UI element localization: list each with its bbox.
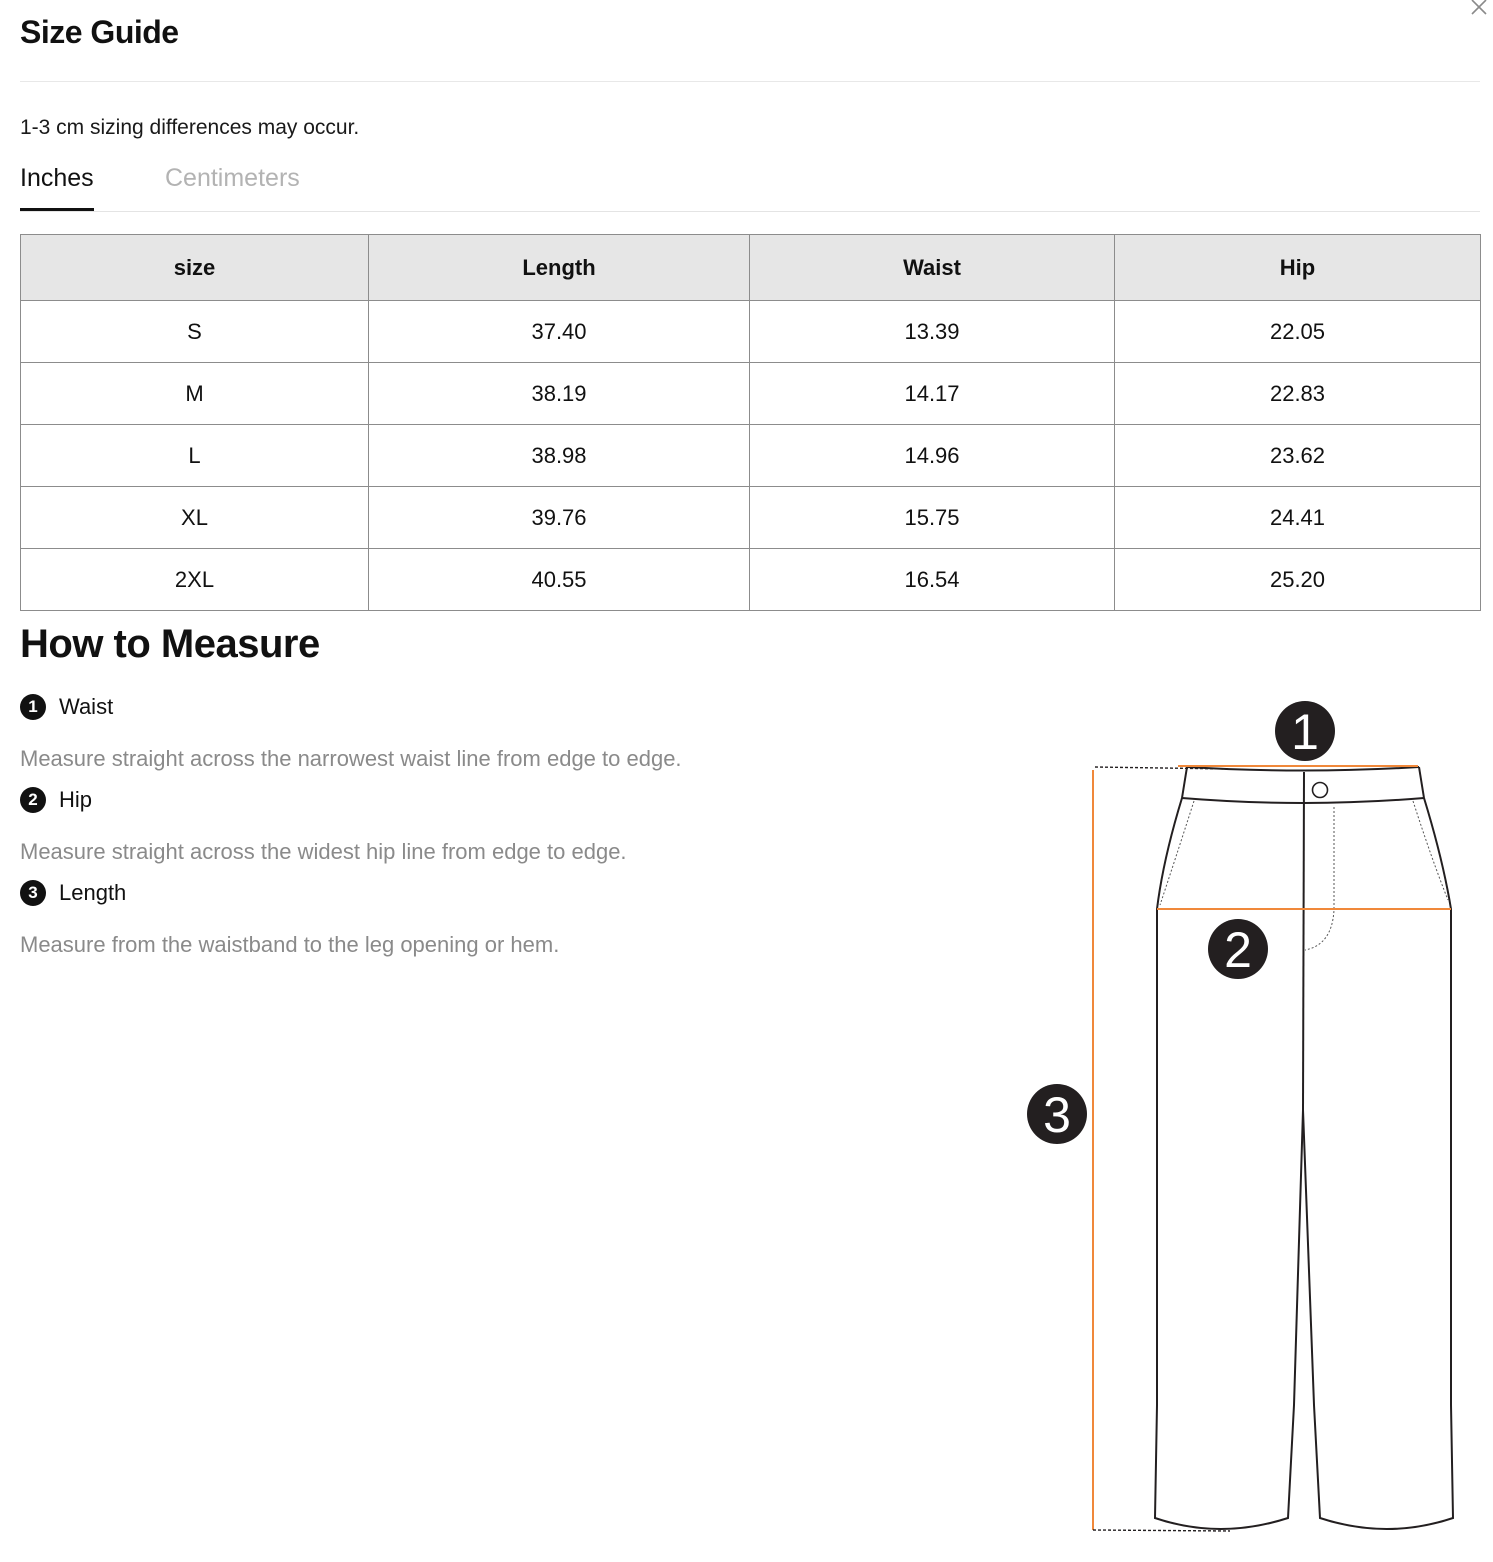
cell-size: L [21, 425, 369, 487]
how-to-measure-title: How to Measure [20, 622, 320, 666]
step-description: Measure straight across the narrowest waist line from edge to edge. [20, 746, 682, 771]
cell-waist: 14.17 [750, 363, 1115, 425]
cell-hip: 22.83 [1115, 363, 1481, 425]
cell-waist: 15.75 [750, 487, 1115, 549]
size-table [20, 234, 1481, 611]
button-icon [1313, 783, 1328, 798]
cell-hip: 23.62 [1115, 425, 1481, 487]
unit-tabs [20, 164, 1480, 212]
header-length: Length [369, 235, 750, 301]
cell-waist: 14.96 [750, 425, 1115, 487]
table-header-row [21, 235, 1481, 301]
number-badge-icon: 3 [20, 880, 46, 906]
badge-1-icon [1275, 701, 1335, 761]
number-badge-icon: 1 [20, 694, 46, 720]
cell-hip: 25.20 [1115, 549, 1481, 611]
number-badge-icon: 2 [20, 787, 46, 813]
cell-hip: 24.41 [1115, 487, 1481, 549]
table-row [21, 487, 1481, 549]
table-row [21, 301, 1481, 363]
tab-centimeters[interactable]: Centimeters [165, 164, 300, 192]
header-hip: Hip [1115, 235, 1481, 301]
badge-2-icon [1208, 919, 1268, 979]
cell-hip: 22.05 [1115, 301, 1481, 363]
svg-text:2: 2 [1224, 922, 1252, 978]
svg-text:1: 1 [1291, 704, 1319, 760]
cell-length: 37.40 [369, 301, 750, 363]
table-row [21, 549, 1481, 611]
step-description: Measure straight across the widest hip line from edge to edge. [20, 839, 627, 864]
header-divider [20, 81, 1480, 82]
measure-step-hip [20, 785, 627, 865]
close-button[interactable] [1468, 0, 1490, 18]
table-row [21, 363, 1481, 425]
cell-size: M [21, 363, 369, 425]
table-row [21, 425, 1481, 487]
step-label: Length [59, 880, 127, 905]
cell-length: 38.98 [369, 425, 750, 487]
measure-step-length [20, 878, 559, 958]
header-waist: Waist [750, 235, 1115, 301]
tab-inches[interactable]: Inches [20, 164, 94, 211]
pants-outline [1155, 767, 1453, 1529]
cell-waist: 16.54 [750, 549, 1115, 611]
dialog-title: Size Guide [20, 14, 179, 50]
step-label: Waist [59, 694, 114, 719]
header-size: size [21, 235, 369, 301]
badge-3-icon [1027, 1084, 1087, 1144]
step-description: Measure from the waistband to the leg opening or hem. [20, 932, 560, 957]
sizing-note: 1-3 cm sizing differences may occur. [20, 116, 360, 139]
cell-length: 38.19 [369, 363, 750, 425]
svg-text:3: 3 [1043, 1087, 1071, 1143]
cell-size: S [21, 301, 369, 363]
cell-size: 2XL [21, 549, 369, 611]
cell-length: 40.55 [369, 549, 750, 611]
measure-step-waist [20, 692, 682, 772]
step-label: Hip [59, 787, 93, 812]
pants-diagram [1000, 690, 1480, 1550]
cell-waist: 13.39 [750, 301, 1115, 363]
measure-lines [1093, 766, 1451, 1530]
cell-size: XL [21, 487, 369, 549]
close-icon [1468, 0, 1490, 18]
cell-length: 39.76 [369, 487, 750, 549]
